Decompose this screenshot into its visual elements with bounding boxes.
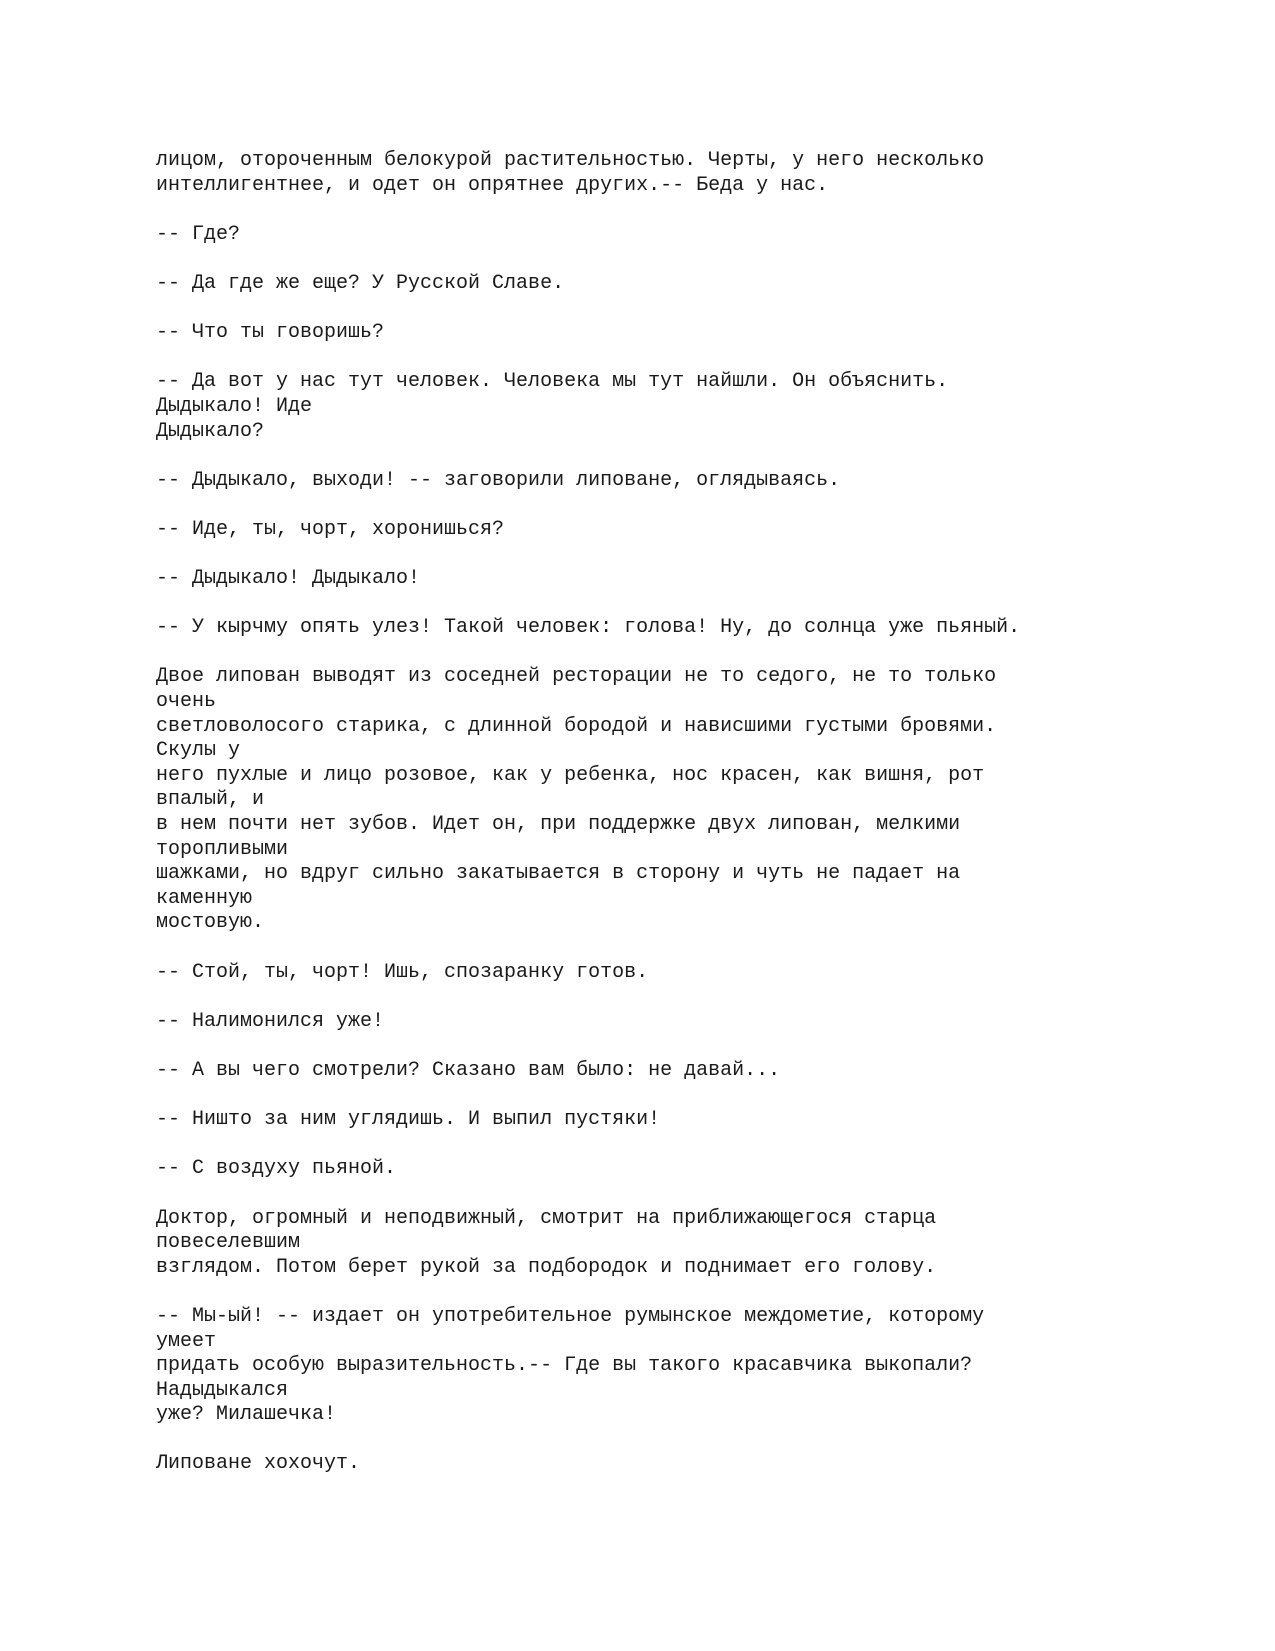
text-line: -- Где?	[156, 222, 241, 246]
text-line: торопливыми	[156, 837, 289, 861]
text-line: придать особую выразительность.-- Где вы такого красавчика выкопали?	[156, 1354, 973, 1378]
paragraph	[156, 1010, 1256, 1035]
paragraph	[156, 567, 1256, 592]
paragraph	[156, 370, 1256, 444]
text-line: -- У кырчму опять улез! Такой человек: голова! Ну, до солнца уже пьяный.	[156, 616, 1021, 640]
text-line: него пухлые и лицо розовое, как у ребенка, нос красен, как вишня, рот	[156, 763, 985, 787]
text-line: светловолосого старика, с длинной бородой и нависшими густыми бровями.	[156, 714, 997, 738]
text-line: шажками, но вдруг сильно закатывается в сторону и чуть не падает на	[156, 862, 961, 886]
text-line: Доктор, огромный и неподвижный, смотрит на приближающегося старца	[156, 1206, 937, 1230]
paragraph	[156, 1059, 1256, 1084]
document-body	[156, 149, 1256, 1502]
text-line: повеселевшим	[156, 1231, 301, 1255]
text-line: -- Да где же еще? У Русской Славе.	[156, 271, 565, 295]
paragraph	[156, 518, 1256, 543]
text-line: Дыдыкало! Иде	[156, 394, 313, 418]
text-line: в нем почти нет зубов. Идет он, при поддержке двух липован, мелкими	[156, 813, 961, 837]
text-line: интеллигентнее, и одет он опрятнее других.-- Беда у нас.	[156, 173, 829, 197]
text-line: взглядом. Потом берет рукой за подбородок и поднимает его голову.	[156, 1255, 937, 1279]
text-line: Липоване хохочут.	[156, 1452, 361, 1476]
text-line: очень	[156, 690, 217, 714]
text-line: Надыдыкался	[156, 1378, 289, 1402]
text-line: -- Налимонился уже!	[156, 1009, 385, 1033]
text-line: Скулы у	[156, 739, 241, 763]
paragraph	[156, 321, 1256, 346]
paragraph	[156, 1207, 1256, 1281]
paragraph	[156, 1305, 1256, 1428]
text-line: -- А вы чего смотрели? Сказано вам было: не давай...	[156, 1058, 781, 1082]
text-line: -- Дыдыкало, выходи! -- заговорили липоване, оглядываясь.	[156, 468, 841, 492]
text-line: -- Да вот у нас тут человек. Человека мы тут найшли. Он объяснить.	[156, 370, 949, 394]
paragraph	[156, 665, 1256, 936]
paragraph	[156, 272, 1256, 297]
paragraph	[156, 469, 1256, 494]
paragraph	[156, 223, 1256, 248]
text-line: уже? Милашечка!	[156, 1403, 337, 1427]
text-line: умеет	[156, 1329, 217, 1353]
text-line: -- Что ты говоришь?	[156, 321, 385, 345]
text-line: каменную	[156, 886, 253, 910]
text-line: -- Дыдыкало! Дыдыкало!	[156, 567, 421, 591]
text-line: -- Стой, ты, чорт! Ишь, спозаранку готов.	[156, 960, 649, 984]
text-line: -- Мы-ый! -- издает он употребительное румынское междометие, которому	[156, 1304, 985, 1328]
paragraph	[156, 616, 1256, 641]
text-line: лицом, отороченным белокурой растительностью. Черты, у него несколько	[156, 149, 985, 172]
paragraph	[156, 149, 1256, 198]
text-line: -- С воздуху пьяной.	[156, 1157, 397, 1181]
text-line: Дыдыкало?	[156, 419, 265, 443]
paragraph	[156, 1452, 1256, 1477]
text-line: мостовую.	[156, 911, 265, 935]
text-line: впалый, и	[156, 788, 265, 812]
text-line: Двое липован выводят из соседней ресторации не то седого, не то только	[156, 665, 997, 689]
paragraph	[156, 1157, 1256, 1182]
paragraph	[156, 1108, 1256, 1133]
text-line: -- Ништо за ним углядишь. И выпил пустяки!	[156, 1108, 661, 1132]
paragraph	[156, 961, 1256, 986]
text-line: -- Иде, ты, чорт, хоронишься?	[156, 517, 505, 541]
